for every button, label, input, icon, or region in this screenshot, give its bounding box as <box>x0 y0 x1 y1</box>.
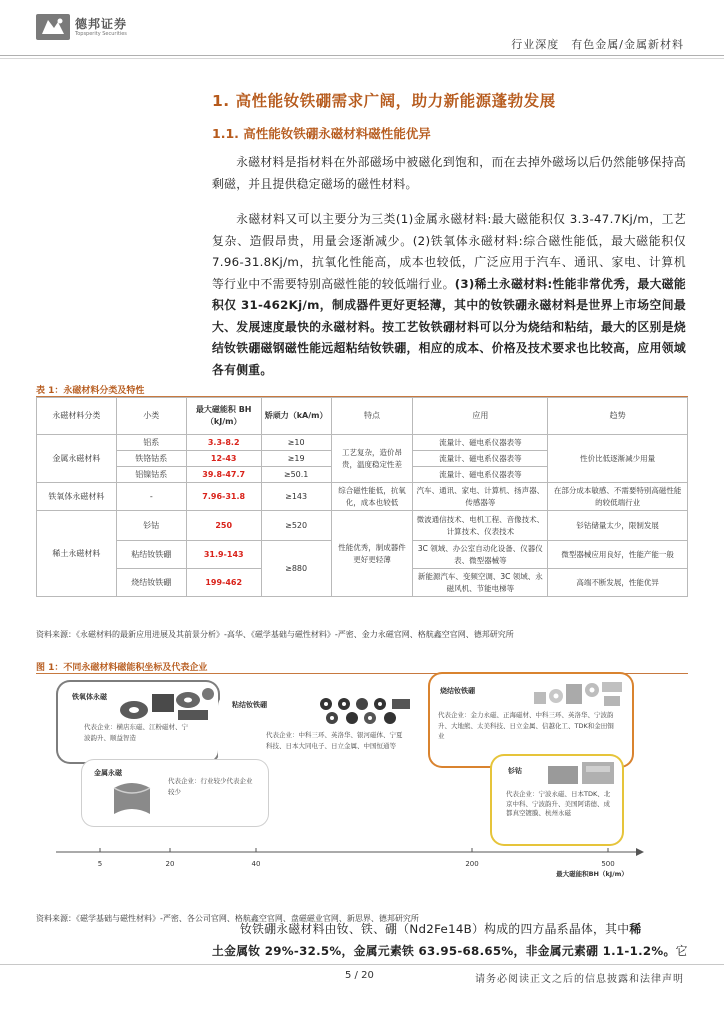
paragraph-3-bold-start: 稀 <box>629 922 642 936</box>
logo-name-en: Topsperity Securities <box>75 30 127 37</box>
paragraph-3-end: 它 <box>675 944 688 958</box>
cell-sub: 钐钴 <box>116 511 186 541</box>
cell-bh: 31.9-143 <box>186 541 261 569</box>
table-row <box>37 483 688 511</box>
card-ferrite <box>58 682 218 762</box>
cell-feature: 综合磁性能低，抗氧化，成本也较低 <box>331 483 413 511</box>
cell-app: 流量计、磁电系仪器表等 <box>413 435 548 451</box>
card-ferrite-title: 铁氧体永磁 <box>72 693 107 701</box>
logo-name-cn: 德邦证券 <box>75 16 128 31</box>
table-row <box>37 511 688 541</box>
report-category: 行业深度 有色金属/金属新材料 <box>511 38 684 51</box>
cell-bh: 39.8-47.7 <box>186 467 261 483</box>
figure-caption: 图 1：不同永磁材料磁能积坐标及代表企业 <box>36 663 208 673</box>
cell-category-ferrite: 铁氧体永磁材料 <box>37 483 117 511</box>
cell-hc: ≥10 <box>261 435 331 451</box>
header-app: 应用 <box>413 398 548 435</box>
cell-hc: ≥19 <box>261 451 331 467</box>
cell-app: 流量计、磁电系仪器表等 <box>413 451 548 467</box>
axis-title: 最大磁能积BH（kJ/m） <box>556 870 628 878</box>
card-ferrite-text: 代表企业：横店东磁、江粉磁材、宁波韵升、顺益智造 <box>84 723 188 742</box>
cell-hc: ≥50.1 <box>261 467 331 483</box>
cell-hc: ≥520 <box>261 511 331 541</box>
cell-sub: 铁铬钴系 <box>116 451 186 467</box>
paragraph-1-text: 永磁材料是指材料在外部磁场中被磁化到饱和，而在去掉外磁场以后仍然能够保持高剩磁，并且提供稳定磁场的磁性材料。 <box>212 155 686 191</box>
card-smco <box>492 756 622 844</box>
table-caption: 表 1：永磁材料分类及特性 <box>36 386 145 396</box>
cell-trend: 钐钴储量太少，限制发展 <box>548 511 688 541</box>
header-bh: 最大磁能积 BH（kJ/m） <box>186 398 261 435</box>
header-category: 永磁材料分类 <box>37 398 117 435</box>
header-feature: 特点 <box>331 398 413 435</box>
cell-app: 汽车、通讯、家电、计算机、扬声器、传感器等 <box>413 483 548 511</box>
cell-bh: 199-462 <box>186 569 261 597</box>
cell-hc-rare-earth: ≥880 <box>261 541 331 597</box>
card-metal-text: 代表企业：行业较少代表企业较少 <box>168 777 253 796</box>
axis-label-40: 40 <box>251 860 261 868</box>
table-row <box>37 435 688 451</box>
cell-trend: 微型器械应用良好，性能产能一般 <box>548 541 688 569</box>
axis-label-5: 5 <box>97 860 103 868</box>
cell-sub: 铝镍钴系 <box>116 467 186 483</box>
card-sintered-ndfeb <box>430 674 632 766</box>
table-header-row <box>37 398 688 435</box>
cell-bh: 12-43 <box>186 451 261 467</box>
card-bonded-title: 粘结钕铁硼 <box>232 701 267 709</box>
paragraph-2-text: 永磁材料又可以主要分为三类(1)金属永磁材料:最大磁能积仅 3.3-47.7Kj/m，工艺复杂、造假昂贵，用量会逐渐减少。(2)铁氧体永磁材料:综合磁性能低，最大磁能积仅 7.96-31.8Kj/m，抗氧化性能高，成本也较低，广泛应用于汽车、通讯、家电、计算机等行业中不需要特别高磁性能的较低端行业。 <box>212 212 686 291</box>
logo-icon <box>36 14 70 40</box>
cell-sub: - <box>116 483 186 511</box>
card-bonded-ndfeb <box>218 694 416 768</box>
page-number: 5 / 20 <box>345 970 374 981</box>
card-smco-title: 钐钴 <box>508 767 522 775</box>
subsection-heading: 1.1. 高性能钕铁硼永磁材料磁性能优异 <box>212 126 431 141</box>
figure-source: 资料来源：《磁学基础与磁性材料》-严密、各公司官网、格航鑫空官网、盘磁磁业官网、新思界、德邦研究所 <box>36 914 419 923</box>
bonded-magnet-image <box>318 696 414 726</box>
cell-bh: 3.3-8.2 <box>186 435 261 451</box>
paragraph-1 <box>212 152 686 195</box>
cell-hc: ≥143 <box>261 483 331 511</box>
legal-notice: 请务必阅读正文之后的信息披露和法律声明 <box>475 974 684 985</box>
sintered-magnet-image <box>532 678 624 708</box>
smco-magnet-image <box>546 760 618 788</box>
cell-trend: 高端不断发展，性能优异 <box>548 569 688 597</box>
footer-divider <box>0 964 724 965</box>
cell-app: 3C 领域、办公室自动化设备、仪器仪表、微型器械等 <box>413 541 548 569</box>
cell-category-metal: 金属永磁材料 <box>37 435 117 483</box>
cell-bh: 7.96-31.8 <box>186 483 261 511</box>
ferrite-magnet-image <box>116 686 216 722</box>
cell-app: 微波通信技术、电机工程、音像技术、计算技术、仪表技术 <box>413 511 548 541</box>
paragraph-3 <box>240 919 686 941</box>
cell-feature-rare-earth: 性能优秀，制成器件更好更轻薄 <box>331 511 413 597</box>
metal-magnet-image <box>110 780 154 820</box>
card-metal-title: 金属永磁 <box>94 769 122 777</box>
bh-axis <box>36 842 688 882</box>
header-sub: 小类 <box>116 398 186 435</box>
cell-app: 流量计、磁电系仪器表等 <box>413 467 548 483</box>
cell-bh: 250 <box>186 511 261 541</box>
table-source: 资料来源：《永磁材料的最新应用进展及其前景分析》-高华、《磁学基础与磁性材料》-严密、金力永磁官网、格航鑫空官网、德邦研究所 <box>36 630 514 639</box>
paragraph-3-text: 钕铁硼永磁材料由钕、铁、硼（Nd2Fe14B）构成的四方晶系晶体，其中 <box>240 922 630 936</box>
cell-category-rare-earth: 稀土永磁材料 <box>37 511 117 597</box>
cell-app: 新能源汽车、变频空调、3C 领域、永磁风机、节能电梯等 <box>413 569 548 597</box>
paragraph-2 <box>212 209 686 381</box>
axis-label-200: 200 <box>465 860 479 868</box>
cell-sub: 烧结钕铁硼 <box>116 569 186 597</box>
card-sintered-title: 烧结钕铁硼 <box>440 687 475 695</box>
magnet-materials-table <box>36 397 688 597</box>
paragraph-3-line-2 <box>212 941 688 963</box>
card-bonded-text: 代表企业：中科三环、英洛华、银河磁体、宁夏科技、日本大同电子、日立金属、中国恒通等 <box>266 731 403 750</box>
header-hc: 矫顽力（kA/m） <box>261 398 331 435</box>
card-smco-text: 代表企业：宁波永磁、日本TDK、北京中科、宁波韵升、美国阿诺德、成都真空镀膜、杭州永磁 <box>506 790 611 817</box>
paragraph-2-bold-text: (3)稀土永磁材料:性能非常优秀，最大磁能积仅 31-462Kj/m，制成器件更好更轻薄，其中的钕铁硼永磁材料是世界上市场空间最大、发展速度最快的永磁材料。按工艺钕铁硼材料可以分为烧结和粘结，最大的区别是烧结钕铁硼磁钢磁性能远超粘结钕铁硼，相应的成本、价格及技术要求也比较高，应用领域各有侧重。 <box>212 276 686 377</box>
cell-trend-metal: 性价比低逐渐减少用量 <box>548 435 688 483</box>
axis-label-500: 500 <box>601 860 615 868</box>
magnet-bh-figure <box>36 676 688 906</box>
section-heading: 1. 高性能钕铁硼需求广阔，助力新能源蓬勃发展 <box>212 92 556 110</box>
cell-sub: 粘结钕铁硼 <box>116 541 186 569</box>
cell-sub: 铝系 <box>116 435 186 451</box>
card-sintered-text: 代表企业：金力永磁、正海磁材、中科三环、英洛华、宁波韵升、大地熊、太美科技、日立金属、信越化工、TDK和金田铜业 <box>438 711 614 740</box>
company-logo <box>36 14 127 40</box>
cell-trend: 在部分成本敏感、不需要特别高磁性能的较低端行业 <box>548 483 688 511</box>
header-trend: 趋势 <box>548 398 688 435</box>
axis-label-20: 20 <box>165 860 175 868</box>
header-divider <box>0 55 724 56</box>
cell-feature-metal: 工艺复杂，造价昂贵，温度稳定性差 <box>331 435 413 483</box>
header-divider-2 <box>0 58 724 59</box>
card-metal-magnet <box>82 760 268 826</box>
paragraph-3-bold-text: 土金属钕 29%-32.5%，金属元素铁 63.95-68.65%，非金属元素硼 1.1-1.2%。 <box>212 944 676 958</box>
